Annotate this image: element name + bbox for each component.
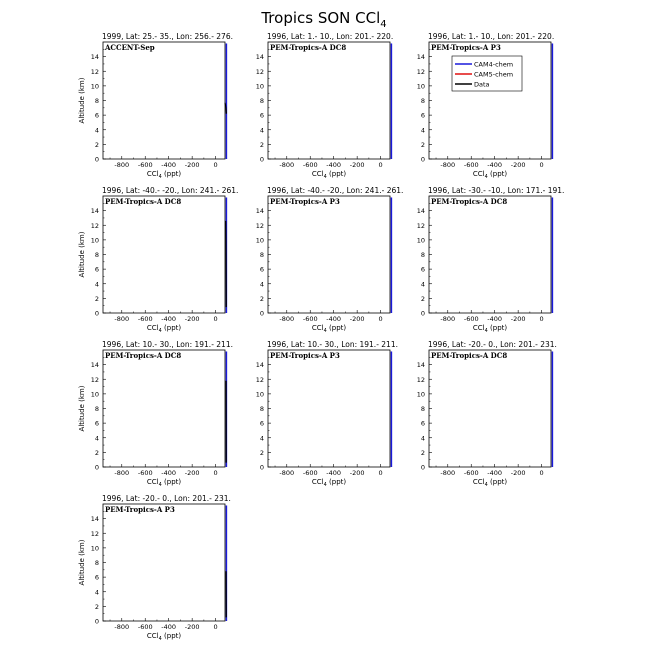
x-axis-label-sub: 4 xyxy=(323,174,327,180)
x-tick-label: -800 xyxy=(114,469,130,477)
x-tick-label: -400 xyxy=(326,161,342,169)
y-tick-label: 8 xyxy=(259,251,264,259)
x-tick-label: -200 xyxy=(349,161,365,169)
x-axis-label xyxy=(312,324,347,334)
x-axis-label-main: CCl xyxy=(472,478,485,486)
y-tick-label: 14 xyxy=(255,207,264,216)
x-axis-label-unit: (ppt) xyxy=(326,478,347,486)
x-tick-label: -600 xyxy=(137,161,153,169)
y-tick-label: 4 xyxy=(259,434,264,443)
y-tick-label: 6 xyxy=(259,265,264,274)
y-tick-label: 0 xyxy=(259,309,264,318)
x-tick-label: -800 xyxy=(440,469,456,477)
x-tick-label: -400 xyxy=(487,161,503,169)
legend-entry: Data xyxy=(474,80,490,89)
x-tick-label: -800 xyxy=(279,161,295,169)
x-axis-label-main: CCl xyxy=(472,170,485,178)
x-tick-label: -200 xyxy=(510,161,526,169)
y-tick-label: 12 xyxy=(416,67,425,76)
x-axis-label-unit: (ppt) xyxy=(326,170,347,178)
x-tick-label: -800 xyxy=(114,623,130,631)
y-tick-label: 0 xyxy=(94,309,99,318)
x-axis-label-main: CCl xyxy=(146,324,159,332)
y-tick-label: 14 xyxy=(255,361,264,370)
x-tick-label: -600 xyxy=(302,315,318,323)
y-tick-label: 12 xyxy=(90,375,99,384)
x-axis-label-sub: 4 xyxy=(158,174,162,180)
y-tick-label: 10 xyxy=(90,390,99,399)
y-tick-label: 6 xyxy=(94,265,99,274)
chart-panel xyxy=(256,340,398,488)
panel-label: PEM-Tropics-A P3 xyxy=(270,351,340,360)
plot-frame xyxy=(103,42,225,159)
y-tick-label: 2 xyxy=(420,140,425,149)
panel-label: PEM-Tropics-A P3 xyxy=(270,197,340,206)
x-tick-label: 0 xyxy=(378,469,383,477)
x-axis-label-main: CCl xyxy=(146,478,159,486)
x-tick-label: -800 xyxy=(114,315,130,323)
legend-entry: CAM4-chem xyxy=(474,60,514,69)
x-tick-label: -800 xyxy=(440,161,456,169)
x-axis-label xyxy=(312,478,347,488)
x-axis-label-unit: (ppt) xyxy=(161,478,182,486)
x-tick-label: 0 xyxy=(213,315,218,323)
y-tick-label: 2 xyxy=(420,294,425,303)
plot-frame xyxy=(429,350,551,467)
chart-panel xyxy=(78,186,238,334)
x-tick-label: -200 xyxy=(510,469,526,477)
y-tick-label: 6 xyxy=(420,265,425,274)
x-tick-label: -600 xyxy=(463,469,479,477)
panel-header: 1996, Lat: -40.- -20., Lon: 241.- 261. xyxy=(267,186,404,195)
x-axis-label-main: CCl xyxy=(146,632,159,640)
x-tick-label: -400 xyxy=(326,469,342,477)
y-tick-label: 14 xyxy=(90,207,99,216)
x-axis-label-sub: 4 xyxy=(484,328,488,334)
x-axis-label xyxy=(312,170,347,180)
x-tick-label: -600 xyxy=(302,469,318,477)
x-tick-label: -600 xyxy=(463,315,479,323)
y-tick-label: 14 xyxy=(416,361,425,370)
y-tick-label: 0 xyxy=(94,617,99,626)
x-axis-label-sub: 4 xyxy=(158,482,162,488)
y-tick-label: 0 xyxy=(420,463,425,472)
y-tick-label: 14 xyxy=(416,53,425,62)
chart-panel xyxy=(417,32,555,180)
x-tick-label: -400 xyxy=(487,469,503,477)
chart-panel xyxy=(417,186,565,334)
x-axis-label-sub: 4 xyxy=(323,328,327,334)
x-axis-label-unit: (ppt) xyxy=(487,324,508,332)
x-tick-label: -200 xyxy=(184,161,200,169)
y-tick-label: 4 xyxy=(420,434,425,443)
x-axis-label-main: CCl xyxy=(472,324,485,332)
y-tick-label: 4 xyxy=(259,280,264,289)
x-axis-label-unit: (ppt) xyxy=(326,324,347,332)
y-tick-label: 14 xyxy=(90,515,99,524)
x-axis-label-unit: (ppt) xyxy=(487,170,508,178)
x-tick-label: 0 xyxy=(213,623,218,631)
y-tick-label: 12 xyxy=(90,67,99,76)
y-tick-label: 10 xyxy=(416,236,425,245)
figure-title-main: Tropics SON CCl xyxy=(261,9,381,27)
plot-frame xyxy=(268,42,390,159)
y-tick-label: 12 xyxy=(416,375,425,384)
x-axis-label xyxy=(147,324,182,334)
plot-frame xyxy=(429,196,551,313)
y-tick-label: 8 xyxy=(420,405,425,413)
y-tick-label: 12 xyxy=(90,529,99,538)
chart-panel xyxy=(78,340,233,488)
x-tick-label: -400 xyxy=(161,623,177,631)
y-tick-label: 6 xyxy=(94,573,99,582)
y-tick-label: 8 xyxy=(94,97,99,105)
y-tick-label: 12 xyxy=(255,221,264,230)
x-axis-label-unit: (ppt) xyxy=(161,170,182,178)
y-tick-label: 2 xyxy=(259,140,264,149)
panel-label: PEM-Tropics-A DC8 xyxy=(431,351,508,360)
x-tick-label: -200 xyxy=(184,315,200,323)
y-tick-label: 4 xyxy=(94,588,99,597)
y-tick-label: 12 xyxy=(255,67,264,76)
x-tick-label: -800 xyxy=(114,161,130,169)
plot-frame xyxy=(103,504,225,621)
chart-panels xyxy=(78,32,564,642)
y-tick-label: 4 xyxy=(94,434,99,443)
panel-header: 1999, Lat: 25.- 35., Lon: 256.- 276. xyxy=(102,32,233,41)
y-tick-label: 8 xyxy=(94,251,99,259)
y-tick-label: 12 xyxy=(255,375,264,384)
y-tick-label: 14 xyxy=(90,361,99,370)
x-axis-label-main: CCl xyxy=(311,170,324,178)
plot-frame xyxy=(268,196,390,313)
x-axis-label-sub: 4 xyxy=(484,482,488,488)
series-line xyxy=(226,221,227,307)
y-tick-label: 14 xyxy=(90,53,99,62)
y-tick-label: 8 xyxy=(94,405,99,413)
x-axis-label-main: CCl xyxy=(311,478,324,486)
panel-label: PEM-Tropics-A DC8 xyxy=(431,197,508,206)
x-tick-label: -600 xyxy=(137,315,153,323)
plot-frame xyxy=(103,196,225,313)
y-tick-label: 2 xyxy=(420,448,425,457)
y-tick-label: 4 xyxy=(420,280,425,289)
y-tick-label: 10 xyxy=(255,82,264,91)
y-tick-label: 2 xyxy=(259,448,264,457)
x-tick-label: 0 xyxy=(539,315,544,323)
y-tick-label: 6 xyxy=(259,419,264,428)
x-tick-label: 0 xyxy=(378,161,383,169)
panel-header: 1996, Lat: 10.- 30., Lon: 191.- 211. xyxy=(267,340,398,349)
x-tick-label: -600 xyxy=(137,623,153,631)
panel-header: 1996, Lat: 1.- 10., Lon: 201.- 220. xyxy=(267,32,394,41)
x-tick-label: -600 xyxy=(463,161,479,169)
x-axis-label-main: CCl xyxy=(311,324,324,332)
plot-frame xyxy=(268,350,390,467)
figure-title xyxy=(260,9,386,30)
x-tick-label: -600 xyxy=(302,161,318,169)
chart-panel xyxy=(78,32,233,180)
y-axis-label: Altitude (km) xyxy=(78,385,86,432)
y-tick-label: 10 xyxy=(90,236,99,245)
y-tick-label: 0 xyxy=(420,309,425,318)
y-tick-label: 10 xyxy=(90,544,99,553)
y-tick-label: 8 xyxy=(259,97,264,105)
panel-label: ACCENT-Sep xyxy=(105,43,155,52)
x-tick-label: -200 xyxy=(184,623,200,631)
y-tick-label: 14 xyxy=(255,53,264,62)
panel-label: PEM-Tropics-A DC8 xyxy=(105,351,182,360)
y-tick-label: 2 xyxy=(94,448,99,457)
chart-panel xyxy=(256,186,404,334)
x-axis-label xyxy=(473,324,508,334)
x-axis-label xyxy=(147,632,182,642)
y-tick-label: 2 xyxy=(94,602,99,611)
x-tick-label: 0 xyxy=(539,161,544,169)
y-tick-label: 10 xyxy=(416,390,425,399)
x-axis-label-sub: 4 xyxy=(484,174,488,180)
chart-panel xyxy=(417,340,557,488)
panel-label: PEM-Tropics-A P3 xyxy=(431,43,501,52)
y-tick-label: 0 xyxy=(420,155,425,164)
y-tick-label: 10 xyxy=(255,390,264,399)
y-tick-label: 2 xyxy=(94,294,99,303)
x-tick-label: -200 xyxy=(349,469,365,477)
y-tick-label: 6 xyxy=(420,419,425,428)
panel-label: PEM-Tropics-A DC8 xyxy=(105,197,182,206)
y-tick-label: 4 xyxy=(94,280,99,289)
x-tick-label: -800 xyxy=(279,469,295,477)
y-tick-label: 0 xyxy=(259,155,264,164)
y-axis-label: Altitude (km) xyxy=(78,539,86,586)
x-axis-label xyxy=(147,170,182,180)
panel-header: 1996, Lat: 1.- 10., Lon: 201.- 220. xyxy=(428,32,555,41)
panel-label: PEM-Tropics-A P3 xyxy=(105,505,175,514)
panel-header: 1996, Lat: -40.- -20., Lon: 241.- 261. xyxy=(102,186,239,195)
legend-entry: CAM5-chem xyxy=(474,70,514,79)
x-tick-label: -200 xyxy=(184,469,200,477)
y-tick-label: 2 xyxy=(259,294,264,303)
x-tick-label: -400 xyxy=(487,315,503,323)
y-tick-label: 10 xyxy=(416,82,425,91)
x-tick-label: -800 xyxy=(440,315,456,323)
y-axis-label: Altitude (km) xyxy=(78,77,86,124)
x-axis-label-sub: 4 xyxy=(158,636,162,642)
x-tick-label: -200 xyxy=(510,315,526,323)
y-tick-label: 6 xyxy=(94,419,99,428)
figure-title-sub: 4 xyxy=(380,19,387,30)
y-tick-label: 12 xyxy=(416,221,425,230)
chart-panel xyxy=(78,494,231,642)
y-tick-label: 4 xyxy=(94,126,99,135)
y-tick-label: 12 xyxy=(90,221,99,230)
y-tick-label: 2 xyxy=(94,140,99,149)
y-tick-label: 14 xyxy=(416,207,425,216)
x-tick-label: 0 xyxy=(213,161,218,169)
y-tick-label: 6 xyxy=(259,111,264,120)
x-tick-label: 0 xyxy=(213,469,218,477)
panel-header: 1996, Lat: -20.- 0., Lon: 201.- 231. xyxy=(102,494,231,503)
x-axis-label-unit: (ppt) xyxy=(161,632,182,640)
y-tick-label: 8 xyxy=(420,97,425,105)
panel-header: 1996, Lat: -20.- 0., Lon: 201.- 231. xyxy=(428,340,557,349)
y-tick-label: 10 xyxy=(255,236,264,245)
y-tick-label: 10 xyxy=(90,82,99,91)
panel-label: PEM-Tropics-A DC8 xyxy=(270,43,347,52)
panel-header: 1996, Lat: -30.- -10., Lon: 171.- 191. xyxy=(428,186,565,195)
y-tick-label: 8 xyxy=(259,405,264,413)
y-tick-label: 4 xyxy=(259,126,264,135)
x-axis-label xyxy=(147,478,182,488)
panel-header: 1996, Lat: 10.- 30., Lon: 191.- 211. xyxy=(102,340,233,349)
x-tick-label: -600 xyxy=(137,469,153,477)
y-tick-label: 0 xyxy=(94,155,99,164)
x-tick-label: 0 xyxy=(378,315,383,323)
x-axis-label-sub: 4 xyxy=(323,482,327,488)
x-axis-label-main: CCl xyxy=(146,170,159,178)
x-tick-label: -800 xyxy=(279,315,295,323)
x-axis-label-unit: (ppt) xyxy=(487,478,508,486)
x-axis-label xyxy=(473,478,508,488)
y-axis-label: Altitude (km) xyxy=(78,231,86,278)
x-tick-label: -400 xyxy=(326,315,342,323)
x-tick-label: -400 xyxy=(161,315,177,323)
y-tick-label: 6 xyxy=(420,111,425,120)
y-tick-label: 6 xyxy=(94,111,99,120)
y-tick-label: 8 xyxy=(420,251,425,259)
x-axis-label-sub: 4 xyxy=(158,328,162,334)
plot-frame xyxy=(103,350,225,467)
y-tick-label: 0 xyxy=(259,463,264,472)
x-tick-label: -400 xyxy=(161,469,177,477)
y-tick-label: 4 xyxy=(420,126,425,135)
x-axis-label xyxy=(473,170,508,180)
x-tick-label: -400 xyxy=(161,161,177,169)
chart-panel xyxy=(256,32,394,180)
x-axis-label-unit: (ppt) xyxy=(161,324,182,332)
x-tick-label: 0 xyxy=(539,469,544,477)
y-tick-label: 8 xyxy=(94,559,99,567)
y-tick-label: 0 xyxy=(94,463,99,472)
x-tick-label: -200 xyxy=(349,315,365,323)
